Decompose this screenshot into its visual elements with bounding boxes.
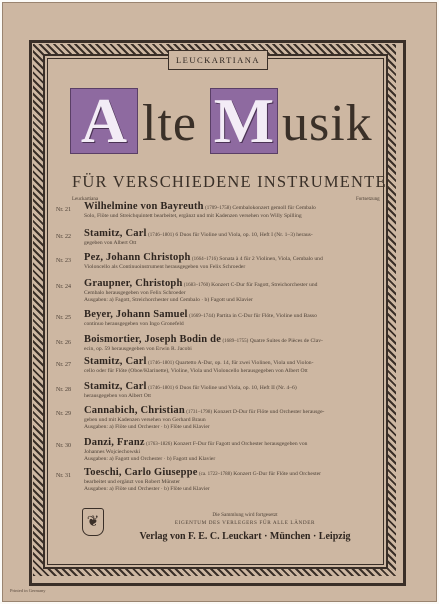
entry-description: Ausgaben: a) Flöte und Orchester · b) Flöte und Klavier [84, 423, 210, 430]
entry-description: Konzert C-Dur für Fagott, Streichorchester und [211, 282, 318, 288]
entry-description: herausgegeben von Albert Ott [84, 392, 151, 399]
entry-number: Nr. 23 [56, 258, 71, 264]
entry-description: cello oder für Flöte (Oboe/Klarinette), Violine, Viola und Violoncello herausgegeben von Albert Ott [84, 367, 308, 374]
composer-dates: (1669–1744) [189, 314, 215, 319]
entry-description: Ausgaben: a) Fagott und Orchester · b) Fagott und Klavier [84, 455, 216, 462]
footer-rights: EIGENTUM DES VERLEGERS FÜR ALLE LÄNDER [174, 520, 316, 526]
composer-dates: (1689–1755) [222, 339, 249, 344]
entry-number: Nr. 31 [56, 473, 71, 479]
entry-number: Nr. 26 [56, 340, 71, 346]
entry-description: Konzert G-Dur für Flöte und Orchester [233, 471, 321, 477]
footer-continued: Die Sammlung wird fortgesetzt [212, 512, 278, 518]
entry-body [84, 334, 384, 353]
entry-description: 6 Duos für Violine und Viola, op. 10, Heft I (Nr. 1–3) heraus- [175, 232, 313, 238]
entry-number: Nr. 24 [56, 284, 71, 290]
entry-body [84, 437, 384, 462]
entry-description: Quatre Suites de Pièces de Clav- [249, 338, 323, 344]
entry-body [84, 356, 384, 375]
composer-name: Graupner, Christoph [84, 278, 183, 289]
printed-in: Printed in Germany [10, 588, 46, 593]
entry-description: bearbeitet und ergänzt von Robert Münster [84, 478, 181, 485]
composer-name: Toeschi, Carlo Giuseppe [84, 467, 198, 478]
composer-dates: (1746–1801) [148, 386, 174, 391]
subtitle: FÜR VERSCHIEDENE INSTRUMENTE [72, 172, 387, 191]
composer-dates: (1683–1760) [183, 283, 210, 288]
composer-name: Boismortier, Joseph Bodin de [84, 334, 222, 345]
entry-description: Cembalo herausgegeben von Felix Schroeder [84, 289, 186, 296]
entry-number: Nr. 28 [56, 387, 71, 393]
composer-dates: (1746–1801) [148, 233, 174, 238]
entry-description: continuo herausgegeben von Ingo Gronefeld [84, 320, 184, 327]
entry-description: Cembalokonzert gemoll für Cembalo [232, 205, 316, 211]
entry-description: Solo, Flöte und Streichquintett bearbeitet, ergänzt und mit Kadenzen versehen von Willy Spilling [84, 212, 302, 219]
composer-dates: (1763–1826) [146, 442, 172, 447]
entry-number: Nr. 25 [56, 315, 71, 321]
entry-number: Nr. 30 [56, 443, 71, 449]
composer-name: Beyer, Johann Samuel [84, 309, 188, 320]
title-initial-a: A [70, 88, 138, 154]
composer-name: Stamitz, Carl [84, 228, 147, 239]
entry-description: Sonata à 4 für 2 Violinen, Viola, Cembalo und [219, 256, 323, 262]
entry-number: Nr. 22 [56, 234, 71, 240]
entry-description: Ausgaben: a) Flöte und Orchester · b) Flöte und Klavier [84, 485, 210, 492]
entry-body [84, 467, 384, 492]
entry-body [84, 309, 384, 328]
entry-description: ecin, op. 59 herausgegeben von Erwin R. Jacobi [84, 345, 192, 352]
title-initial-m: M [210, 88, 278, 154]
entry-description: gegeben von Albert Ott [84, 239, 137, 246]
entry-description: Violoncello als Continuoinstrument herausgegeben von Felix Schroeder [84, 263, 246, 270]
composer-name: Pez, Johann Christoph [84, 252, 191, 263]
entry-description: Konzert D-Dur für Flöte und Orchester herausge- [213, 409, 325, 415]
column-head-right: Fortsetzung [356, 197, 380, 202]
entry-number: Nr. 27 [56, 362, 71, 368]
composer-name: Stamitz, Carl [84, 356, 147, 367]
composer-dates: (1746–1801) [148, 361, 174, 366]
entry-body [84, 201, 384, 220]
composer-name: Cannabich, Christian [84, 405, 185, 416]
entry-number: Nr. 21 [56, 207, 71, 213]
title [70, 84, 373, 156]
column-head-left: Leuckartiana [72, 197, 99, 202]
entry-description: Partita in C-Dur für Flöte, Violine und Basso [216, 313, 317, 319]
composer-name: Wilhelmine von Bayreuth [84, 201, 204, 212]
series-label: LEUCKARTIANA [168, 50, 268, 70]
composer-name: Danzi, Franz [84, 437, 145, 448]
composer-dates: (1731–1798) [186, 410, 213, 415]
publisher-emblem-icon: ❦ [82, 508, 104, 536]
entry-body [84, 278, 384, 303]
entry-body [84, 381, 384, 400]
entry-description: geben und mit Kadenzen versehen von Gerhard Braun [84, 416, 206, 423]
entry-description: Johannes Wojciechowski [84, 448, 141, 455]
title-word2-rest: usik [282, 95, 373, 152]
composer-dates: (ca. 1722–1788) [199, 472, 232, 477]
title-word1-rest: lte [142, 95, 197, 152]
entry-number: Nr. 29 [56, 411, 71, 417]
entry-body [84, 228, 384, 247]
composer-dates: (1709–1758) [205, 206, 231, 211]
composer-dates: (1664–1716) [192, 257, 218, 262]
publisher-line: Verlag von F. E. C. Leuckart · München · Leipzig [139, 531, 351, 542]
entry-body [84, 405, 384, 430]
entry-body [84, 252, 384, 271]
composer-name: Stamitz, Carl [84, 381, 147, 392]
entry-description: Quartetto A-Dur, op. 14, für zwei Violinen, Viola und Violon- [175, 360, 314, 366]
entry-description: Ausgaben: a) Fagott, Streichorchester und Cembalo · b) Fagott und Klavier [84, 296, 253, 303]
entry-description: Konzert F-Dur für Fagott und Orchester herausgegeben von [173, 441, 308, 447]
entry-description: 6 Duos für Violine und Viola, op. 10, Heft II (Nr. 4–6) [175, 385, 297, 391]
